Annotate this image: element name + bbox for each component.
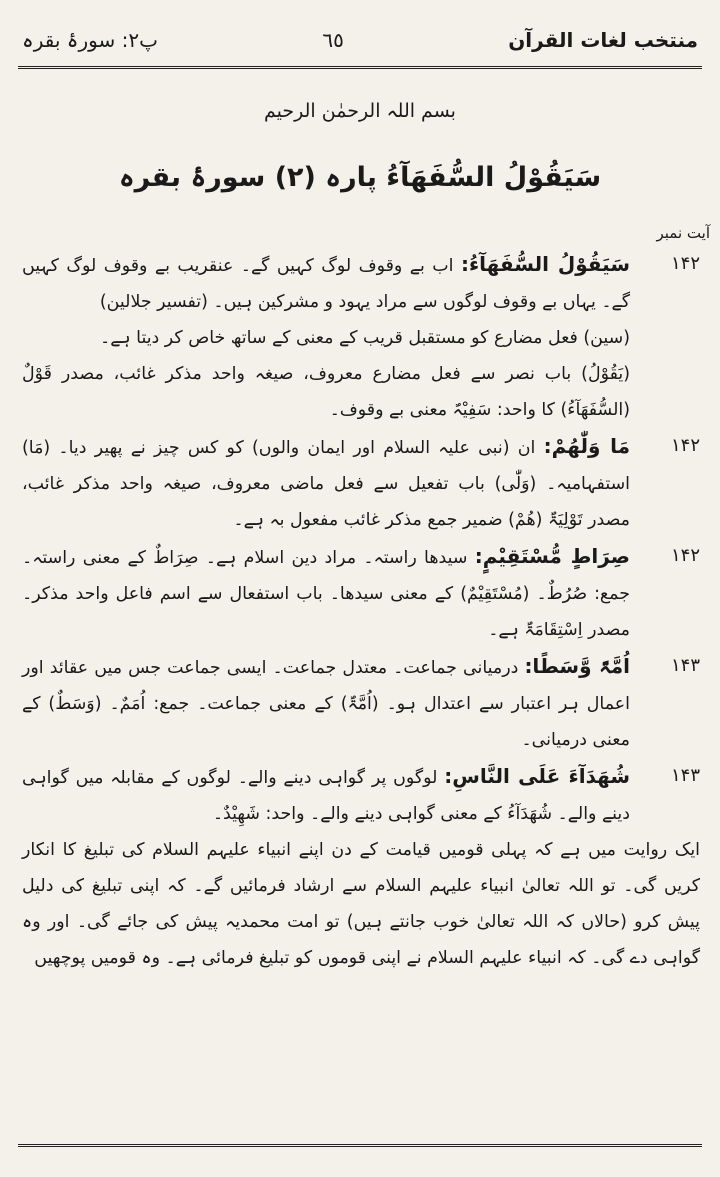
entry-text	[22, 428, 630, 538]
ayat-number-label: آیت نمبر	[656, 224, 710, 242]
entry	[22, 648, 700, 758]
paragraph-text: ایک روایت میں ہے کہ پہلی قومیں قیامت کے دن اپنے انبیاء علیہم السلام کی تبلیغ کا انکار کریں گی۔ تو اللہ تعالیٰ انبیاء علیہم السلام سے ارشاد فرمائیں گے۔ کہ اپنی تبلیغ کی دلیل پیش کرو (حالاں کہ اللہ تعالیٰ خوب جانتے ہیں) تو امت محمدیہ پیش کی جائے گی۔ اور وہ گواہی دے گی۔ کہ انبیاء علیہم السلام نے اپنی قوموں کو تبلیغ فرمائی ہے۔ وہ قومیں پوچھیں	[22, 840, 700, 968]
entry-text	[22, 648, 630, 758]
entry-term: اُمَّۃً وَّسَطًا:	[524, 654, 631, 678]
entry-line: درمیانی جماعت۔ معتدل جماعت۔ ایسی جماعت جس میں عقائد اور اعمال ہر اعتبار سے اعتدال ہو۔ (اُمَّۃٌ) کے معنی جماعت۔ جمع: اُمَمٌ۔ (وَسَطٌ) کے معنی درمیانی۔	[22, 658, 630, 750]
ayat-number: ۱۴۲	[670, 545, 700, 566]
ayat-number: ۱۴۳	[670, 655, 700, 676]
entry-term: سَیَقُوْلُ السُّفَھَآءُ:	[460, 252, 631, 276]
entry-term: شُھَدَآءَ عَلَی النَّاسِ:	[444, 764, 630, 788]
ayat-number: ۱۴۲	[670, 435, 700, 456]
entry-term: مَا وَلّٰھُمْ:	[543, 434, 630, 458]
header-divider	[18, 66, 702, 69]
footer-divider	[18, 1144, 702, 1147]
entry-line: لوگوں پر گواہی دینے والے۔ لوگوں کے مقابلہ میں گواہی دینے والے۔ شُھَدَآءُ کے معنی گواہی دینے والے۔ واحد: شَھِیْدٌ۔	[22, 768, 630, 824]
closing-paragraph	[22, 832, 700, 976]
book-title: منتخب لغات القرآن	[508, 28, 698, 52]
entry-line: سیدھا راستہ۔ مراد دین اسلام ہے۔ صِرَاطٌ کے معنی راستہ۔ جمع: صُرُطٌ۔ (مُسْتَقِیْمٌ) کے معنی سیدھا۔ باب استفعال سے اسم فاعل واحد مذکر۔ مصدر اِسْتِقَامَۃٌ ہے۔	[22, 548, 630, 640]
entry-term: صِرَاطٍ مُّسْتَقِیْمٍ:	[474, 544, 631, 568]
entry-line: ان (نبی علیہ السلام اور ایمان والوں) کو کس چیز نے پھیر دیا۔ (مَا) استفہامیہ۔ (وَلّٰی) باب تفعیل سے فعل ماضی معروف، صیغہ واحد مذکر غائب، مصدر تَوْلِیَۃٌ (ھُمْ) ضمیر جمع مذکر غائب مفعول بہ ہے۔	[22, 438, 630, 530]
bismillah: بسم اللہ الرحمٰن الرحیم	[264, 100, 456, 122]
page-body	[22, 246, 700, 976]
entry	[22, 538, 700, 648]
chapter-heading: سَیَقُوْلُ السُّفَھَآءُ پارہ (۲) سورۂ بقرہ	[118, 162, 602, 193]
page-number: ٦٥	[322, 28, 344, 52]
page-header	[22, 18, 698, 62]
entry-line: (سین) فعل مضارع کو مستقبل قریب کے معنی کے ساتھ خاص کر دیتا ہے۔	[100, 328, 630, 348]
ayat-number: ۱۴۲	[670, 253, 700, 274]
entry-text	[22, 758, 630, 832]
entry	[22, 246, 700, 428]
entry	[22, 758, 700, 832]
entry-text	[22, 246, 630, 320]
entry	[22, 428, 700, 538]
entry-line: (یَقُوْلُ) باب نصر سے فعل مضارع معروف، صیغہ واحد مذکر غائب، مصدر قَوْلٌ (السُّفَھَآءُ) کا واحد: سَفِیْہٌ معنی بے وقوف۔	[22, 364, 630, 420]
entry-line: اب بے وقوف لوگ کہیں گے۔ عنقریب بے وقوف لوگ کہیں گے۔ یہاں بے وقوف لوگوں سے مراد یہود و مشرکین ہیں۔ (تفسیر جلالین)	[22, 256, 630, 312]
section-label: پ۲: سورۂ بقرہ	[22, 28, 158, 52]
ayat-number: ۱۴۳	[670, 765, 700, 786]
entry-text	[22, 538, 630, 648]
